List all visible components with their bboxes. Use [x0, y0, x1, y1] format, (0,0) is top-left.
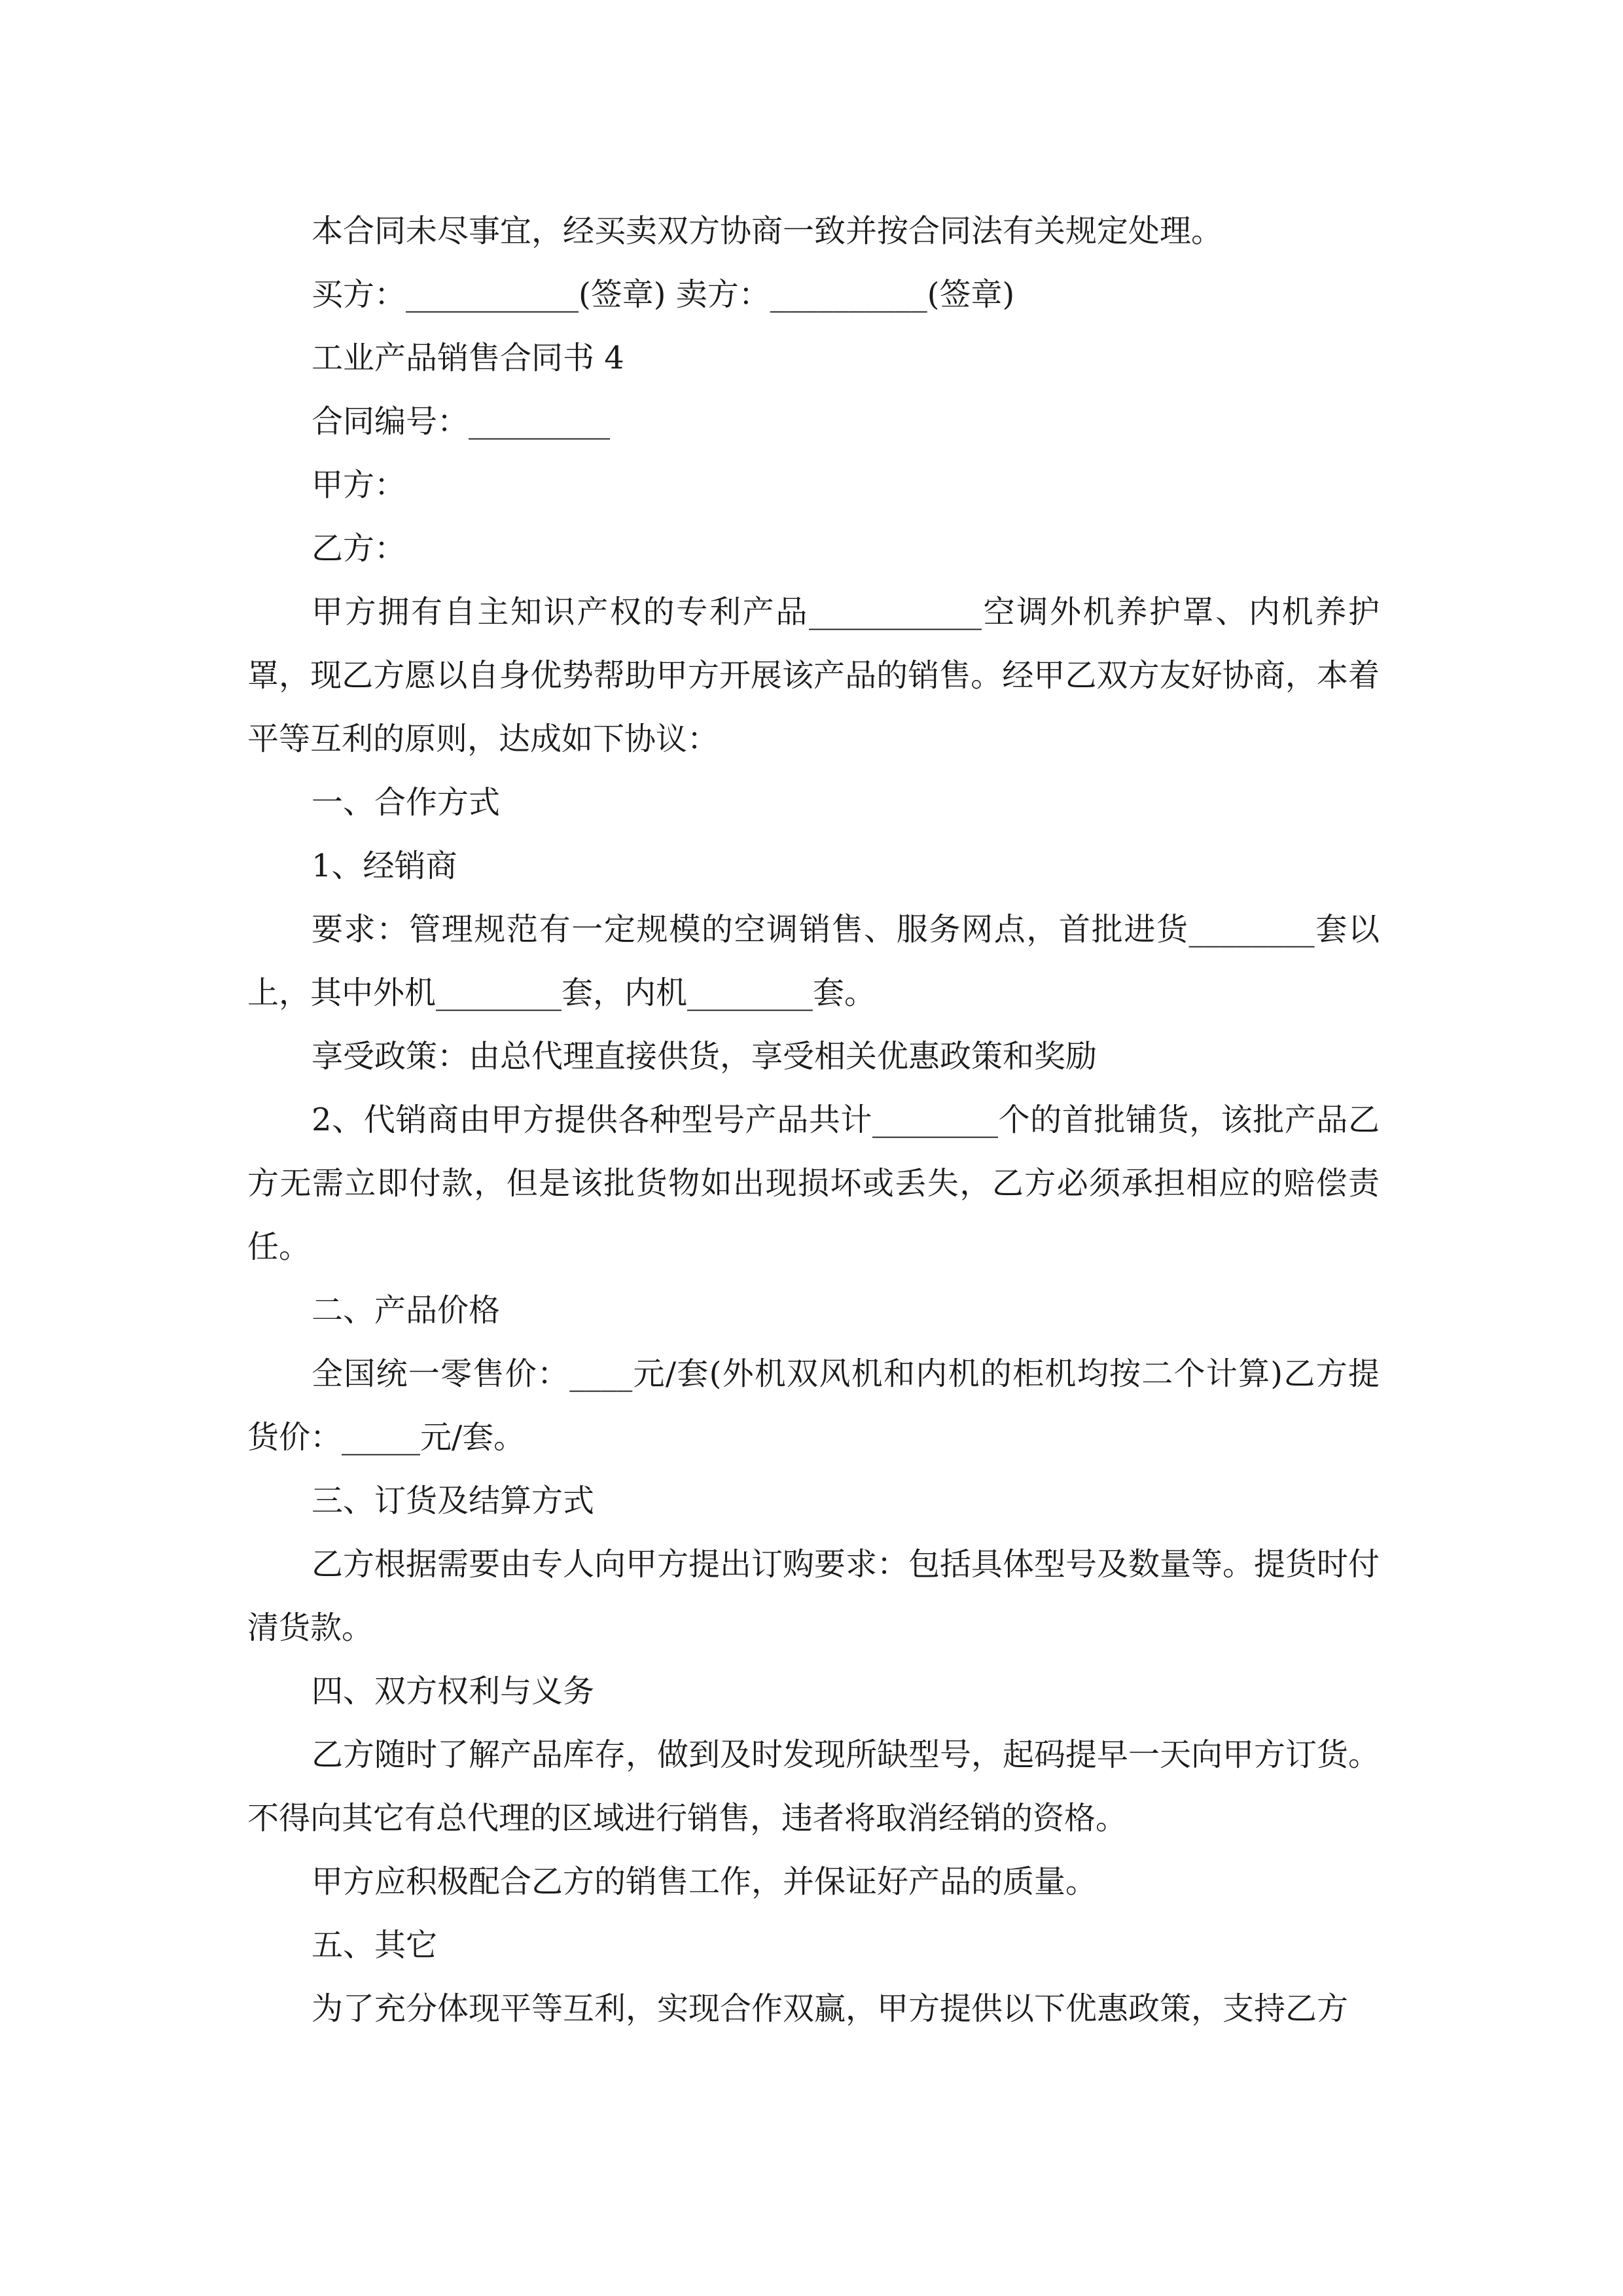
section-heading-other: 五、其它	[312, 1927, 438, 1964]
party-b: 乙方：	[312, 530, 406, 567]
signature-line: 买方：___________(签章) 卖方：__________(签章)	[312, 276, 1015, 313]
subheading-distributor: 1、经销商	[312, 848, 457, 884]
paragraph-other: 为了充分体现平等互利，实现合作双赢，甲方提供以下优惠政策，支持乙方	[312, 1990, 1349, 2027]
section-heading-rights: 四、双方权利与义务	[312, 1673, 595, 1710]
paragraph-requirements: 要求：管理规范有一定规模的空调销售、服务网点，首批进货________套以上，其中外机________套，内机________套。	[247, 911, 1380, 1011]
paragraph-consignment: 2、代销商由甲方提供各种型号产品共计________个的首批铺货，该批产品乙方无需立即付款，但是该批货物如出现损坏或丢失，乙方必须承担相应的赔偿责任。	[247, 1102, 1380, 1265]
paragraph-unresolved-matters: 本合同未尽事宜，经买卖双方协商一致并按合同法有关规定处理。	[312, 213, 1223, 249]
paragraph-policy: 享受政策：由总代理直接供货，享受相关优惠政策和奖励	[312, 1038, 1097, 1075]
contract-title: 工业产品销售合同书 4	[312, 340, 624, 376]
section-heading-ordering: 三、订货及结算方式	[312, 1482, 595, 1519]
section-heading-price: 二、产品价格	[312, 1292, 501, 1329]
paragraph-price: 全国统一零售价：____元/套(外机双风机和内机的柜机均按二个计算)乙方提货价：_____元/套。	[247, 1355, 1380, 1456]
paragraph-ordering: 乙方根据需要由专人向甲方提出订购要求：包括具体型号及数量等。提货时付清货款。	[247, 1546, 1380, 1646]
party-a: 甲方：	[312, 467, 406, 503]
paragraph-rights-party-a: 甲方应积极配合乙方的销售工作，并保证好产品的质量。	[312, 1863, 1097, 1900]
section-heading-cooperation: 一、合作方式	[312, 784, 501, 821]
document-body	[247, 200, 1380, 2041]
paragraph-rights-party-b: 乙方随时了解产品库存，做到及时发现所缺型号，起码提早一天向甲方订货。不得向其它有总代理的区域进行销售，违者将取消经销的资格。	[247, 1736, 1380, 1837]
contract-number: 合同编号：_________	[312, 403, 611, 440]
paragraph-preamble: 甲方拥有自主知识产权的专利产品___________空调外机养护罩、内机养护罩，现乙方愿以自身优势帮助甲方开展该产品的销售。经甲乙双方友好协商，本着平等互利的原则，达成如下协议：	[247, 594, 1380, 757]
